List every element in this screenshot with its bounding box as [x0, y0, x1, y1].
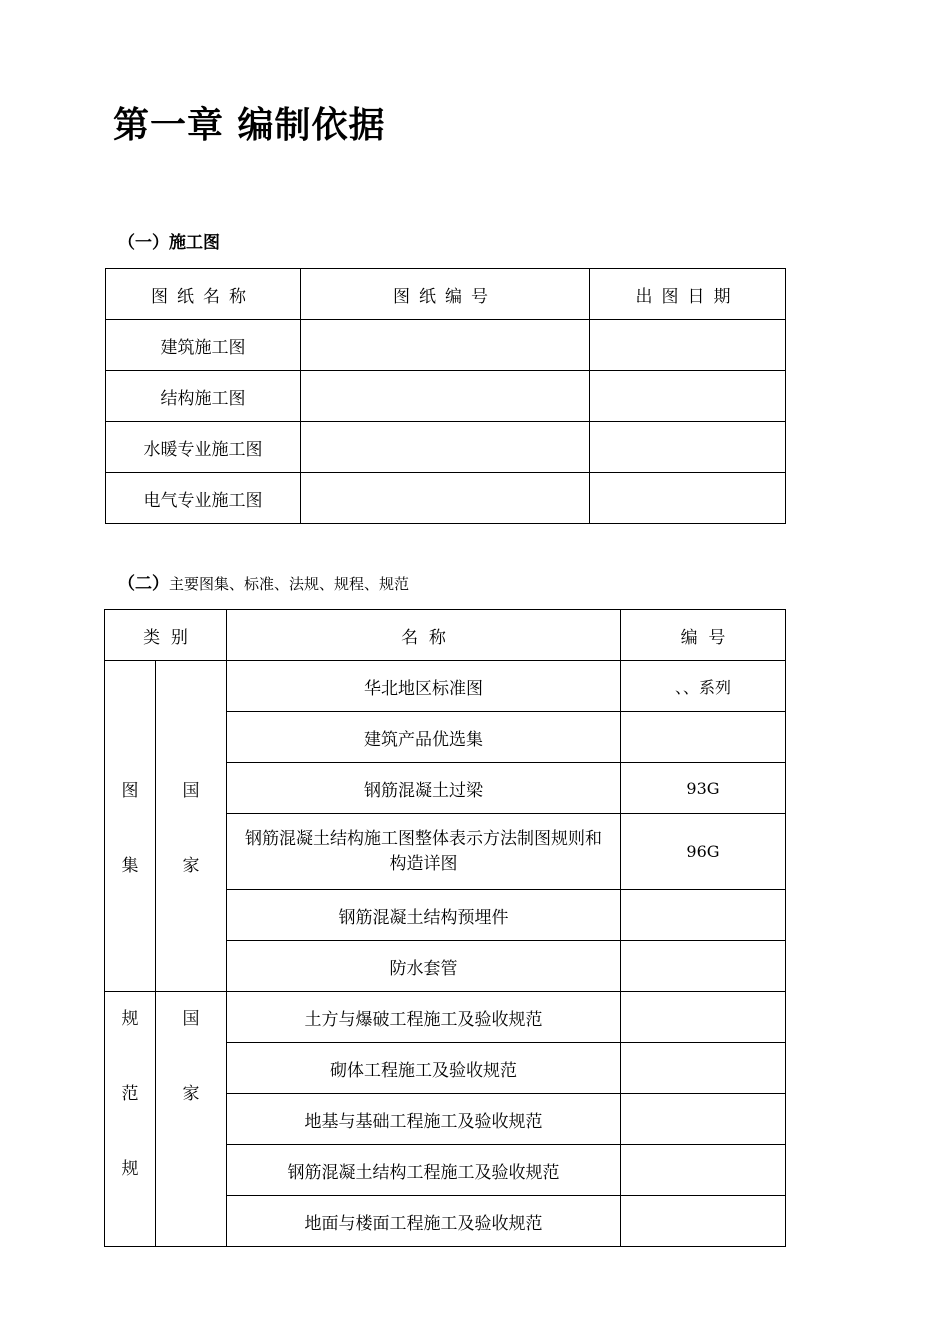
standard-code-cell — [621, 1196, 786, 1247]
atlas-category-char: 图 — [121, 781, 139, 801]
norms-level-char: 家 — [182, 1084, 200, 1104]
standard-name-cell: 钢筋混凝土过梁 — [227, 763, 621, 814]
chapter-title: 第一章 编制依据 — [113, 105, 386, 146]
issue-date-cell — [590, 371, 786, 422]
atlas-level-cell — [156, 661, 227, 992]
table-header-row — [105, 610, 786, 661]
table-row — [106, 473, 786, 524]
section2-title: 主要图集、标准、法规、规程、规范 — [169, 575, 410, 593]
header-issue-date: 出图日期 — [590, 269, 786, 320]
section1-title: 施工图 — [169, 233, 220, 253]
standard-code-cell — [621, 1145, 786, 1196]
standard-code-cell — [621, 1043, 786, 1094]
standard-name-cell: 地基与基础工程施工及验收规范 — [227, 1094, 621, 1145]
issue-date-cell — [590, 422, 786, 473]
table-row — [106, 371, 786, 422]
standards-table — [104, 609, 786, 1247]
norms-category-char: 范 — [121, 1084, 139, 1104]
section1-number: （一） — [118, 233, 169, 253]
standard-name-cell: 防水套管 — [227, 941, 621, 992]
table-row — [106, 422, 786, 473]
drawing-name-cell: 电气专业施工图 — [106, 473, 301, 524]
header-category: 类 别 — [105, 610, 227, 661]
header-drawing-name: 图纸名称 — [106, 269, 301, 320]
standard-code-cell — [621, 890, 786, 941]
norms-level-char: 国 — [182, 1009, 200, 1029]
atlas-category-cell — [105, 661, 156, 992]
standard-name-cell: 钢筋混凝土结构施工图整体表示方法制图规则和构造详图 — [227, 814, 621, 890]
issue-date-cell — [590, 473, 786, 524]
standard-code-cell — [621, 992, 786, 1043]
standard-code-cell — [621, 941, 786, 992]
header-code: 编 号 — [621, 610, 786, 661]
standard-code-cell — [621, 712, 786, 763]
table-row — [105, 992, 786, 1043]
norms-category-char: 规 — [121, 1009, 139, 1029]
drawing-number-cell — [301, 371, 590, 422]
atlas-level-char: 国 — [182, 781, 200, 801]
standard-code-cell: 、、系列 — [621, 661, 786, 712]
standard-name-cell: 钢筋混凝土结构预埋件 — [227, 890, 621, 941]
issue-date-cell — [590, 320, 786, 371]
drawings-table — [105, 268, 786, 524]
table-row — [105, 661, 786, 712]
standard-name-cell: 华北地区标准图 — [227, 661, 621, 712]
drawing-name-cell: 结构施工图 — [106, 371, 301, 422]
drawing-number-cell — [301, 320, 590, 371]
standard-name-cell: 地面与楼面工程施工及验收规范 — [227, 1196, 621, 1247]
standard-code-cell — [621, 1094, 786, 1145]
norms-category-cell — [105, 992, 156, 1247]
drawing-name-cell: 建筑施工图 — [106, 320, 301, 371]
table-row — [106, 320, 786, 371]
standard-name-cell: 建筑产品优选集 — [227, 712, 621, 763]
section2-heading — [118, 572, 409, 596]
section2-number: （二） — [118, 574, 169, 594]
drawing-number-cell — [301, 422, 590, 473]
standard-name-cell: 钢筋混凝土结构工程施工及验收规范 — [227, 1145, 621, 1196]
standard-name-cell: 土方与爆破工程施工及验收规范 — [227, 992, 621, 1043]
section1-heading — [118, 231, 220, 255]
header-drawing-number: 图纸编号 — [301, 269, 590, 320]
standard-code-cell: 96G — [621, 814, 786, 890]
header-name: 名 称 — [227, 610, 621, 661]
standard-code-cell: 93G — [621, 763, 786, 814]
table-header-row — [106, 269, 786, 320]
atlas-category-char: 集 — [121, 856, 139, 876]
standard-name-cell: 砌体工程施工及验收规范 — [227, 1043, 621, 1094]
norms-category-char: 规 — [121, 1159, 139, 1179]
drawing-name-cell: 水暖专业施工图 — [106, 422, 301, 473]
drawing-number-cell — [301, 473, 590, 524]
norms-level-cell — [156, 992, 227, 1247]
atlas-level-char: 家 — [182, 856, 200, 876]
